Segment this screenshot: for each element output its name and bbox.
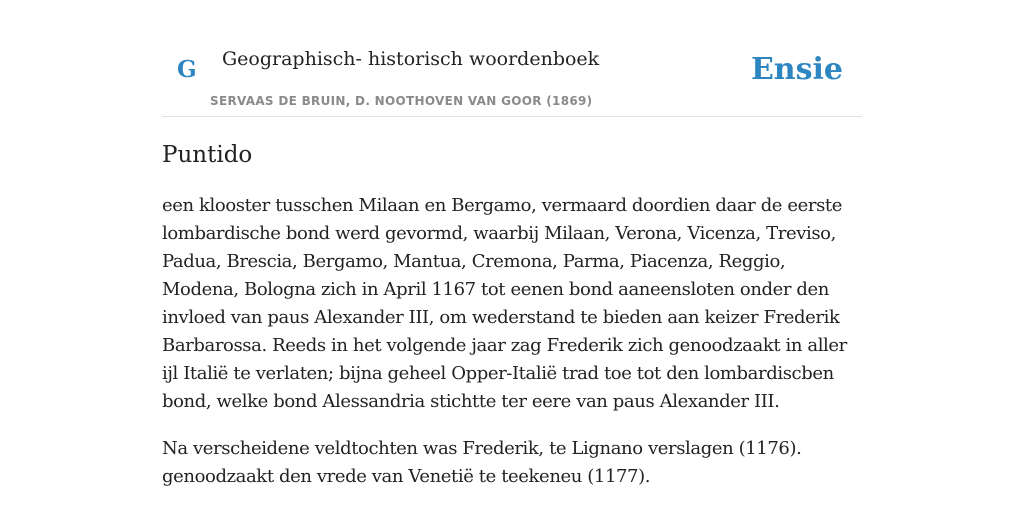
book-title[interactable]: Geographisch- historisch woordenboek bbox=[222, 48, 600, 70]
book-author[interactable]: SERVAAS DE BRUIN, D. NOOTHOVEN VAN GOOR (1869) bbox=[210, 94, 593, 108]
entry-paragraph: een klooster tusschen Milaan en Bergamo, vermaard doordien daar de eerste lombardische bond werd gevormd, waarbij Milaan, Verona, Vicenza, Treviso, Padua, Brescia, Bergamo, Mantua, Cremona, Parma, Piacenza, Reggio, Modena, Bologna zich in April 1167 tot eenen bond aaneensloten onder den invloed van paus Alexander III, om wederstand te bieden aan keizer Frederik Barbarossa. Reeds in het volgende jaar zag Frederik zich genoodzaakt in aller ijl Italië te verlaten; bijna geheel Opper-Italië trad toe tot den lombardiscben bond, welke bond Alessandria stichtte ter eere van paus Alexander III. bbox=[162, 195, 847, 412]
entry-paragraph: Na verscheidene veldtochten was Frederik, te Lignano verslagen (1176). genoodzaakt den vrede van Venetië te teekeneu (1177). bbox=[162, 438, 802, 487]
ensie-logo[interactable]: Ensie bbox=[750, 52, 843, 87]
page bbox=[162, 0, 862, 512]
book-header bbox=[162, 0, 862, 117]
entry-title: Puntido bbox=[162, 142, 253, 168]
entry-body bbox=[162, 192, 864, 510]
book-logo[interactable]: G bbox=[177, 56, 197, 83]
